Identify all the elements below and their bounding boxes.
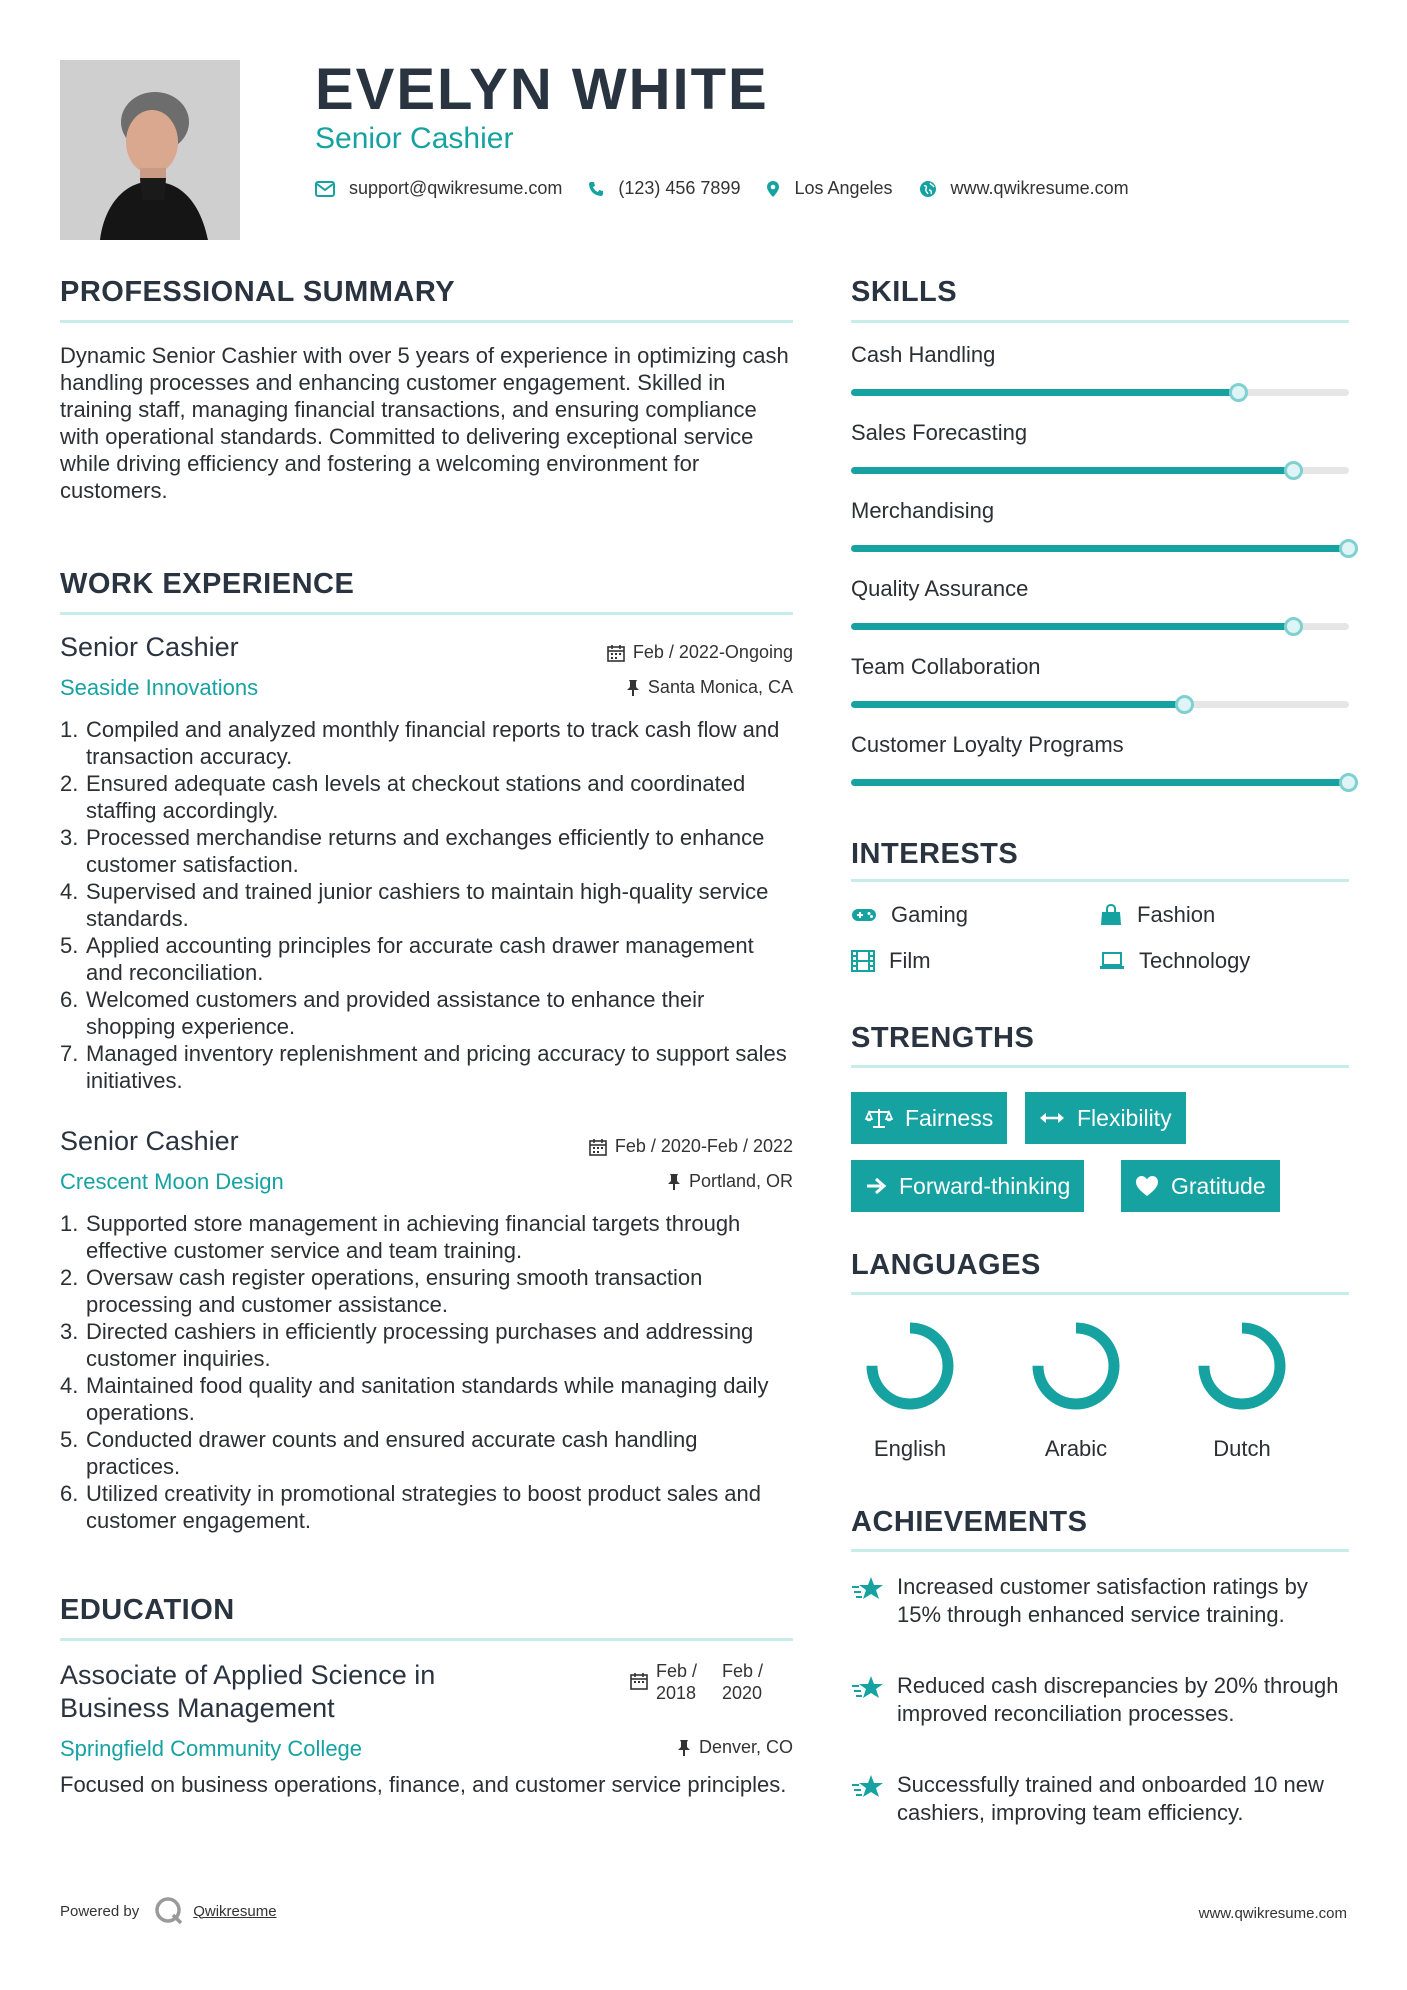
star-badge-icon (851, 1674, 885, 1702)
pushpin-icon (626, 679, 640, 697)
languages-heading: LANGUAGES (851, 1249, 1041, 1281)
skill-bar (851, 467, 1349, 474)
skill-bar-fill (851, 623, 1294, 630)
summary-divider (60, 320, 793, 323)
skill-bar-knob (1339, 773, 1358, 792)
strength-chip (1025, 1092, 1186, 1144)
footer-url[interactable]: www.qwikresume.com (1198, 1905, 1347, 1922)
contact-bar (315, 178, 1155, 199)
gamepad-icon (851, 906, 877, 924)
balance-scale-icon (865, 1107, 893, 1129)
job-company: Crescent Moon Design (60, 1169, 284, 1194)
contact-email[interactable] (315, 178, 562, 199)
skill-name: Merchandising (851, 498, 995, 523)
job-company: Seaside Innovations (60, 675, 259, 700)
film-icon (851, 950, 875, 972)
skill-name: Quality Assurance (851, 576, 1029, 601)
degree-title: Associate of Applied Science in Business Management (60, 1660, 436, 1723)
achievement-item (851, 1771, 1347, 1827)
skill-bar-knob (1284, 461, 1303, 480)
skill-bar-knob (1339, 539, 1358, 558)
strength-label: Flexibility (1077, 1104, 1172, 1131)
phone-icon (588, 181, 604, 197)
achievement-text: Successfully trained and onboarded 10 new cashiers, improving team efficiency. (897, 1772, 1324, 1825)
education-divider (60, 1638, 793, 1641)
skill-bar-knob (1284, 617, 1303, 636)
language-ring (1027, 1317, 1125, 1415)
profile-photo (60, 60, 240, 240)
job-location-text: Santa Monica, CA (647, 677, 793, 697)
phone-text: (123) 456 7899 (618, 178, 741, 198)
job-title: Senior Cashier (60, 1126, 239, 1156)
list-item: 5. Conducted drawer counts and ensured accurate cash handling practices. (60, 1427, 698, 1479)
job-date (500, 642, 793, 663)
calendar-icon (589, 1138, 607, 1156)
interest-label: Technology (1139, 948, 1251, 973)
heart-icon (1135, 1175, 1159, 1197)
website-text: www.qwikresume.com (950, 178, 1129, 198)
education-description: Focused on business operations, finance, and customer service principles. (60, 1772, 787, 1797)
skill-name: Sales Forecasting (851, 420, 1028, 445)
list-item: 3. Directed cashiers in efficiently processing purchases and addressing customer inquiries. (60, 1319, 754, 1371)
interest-item (1099, 948, 1250, 974)
job-title: Senior Cashier (60, 632, 239, 662)
pushpin-icon (677, 1739, 691, 1757)
skill-bar-fill (851, 389, 1239, 396)
job-responsibilities (60, 1210, 793, 1534)
list-item: 2. Oversaw cash register operations, ensuring smooth transaction processing and customer assistance. (60, 1265, 703, 1317)
envelope-icon (315, 181, 335, 197)
skill-bar (851, 701, 1349, 708)
job-location (500, 677, 793, 698)
language-ring-arc (1204, 1328, 1280, 1404)
skill-bar-fill (851, 701, 1185, 708)
job-date (500, 1136, 793, 1157)
arrows-horizontal-icon (1039, 1111, 1065, 1125)
star-badge-icon (851, 1773, 885, 1801)
list-item: 7. Managed inventory replenishment and pricing accuracy to support sales initiatives. (60, 1041, 787, 1093)
powered-by-text: Powered by (60, 1902, 140, 1920)
language-ring-arc (1038, 1328, 1114, 1404)
location-text: Los Angeles (794, 178, 893, 198)
interest-item (851, 948, 931, 974)
contact-website[interactable] (919, 178, 1129, 199)
list-item: 4. Maintained food quality and sanitation standards while managing daily operations. (60, 1373, 769, 1425)
list-item: 2. Ensured adequate cash levels at checkout stations and coordinated staffing accordingly. (60, 771, 746, 823)
star-badge-icon (851, 1575, 885, 1603)
arrow-right-icon (865, 1176, 887, 1196)
strength-chip (851, 1092, 1007, 1144)
language-ring (1193, 1317, 1291, 1415)
education-date-start: Feb / 2018 (656, 1661, 698, 1703)
strength-label: Fairness (905, 1104, 994, 1131)
globe-icon (919, 180, 937, 198)
skill-name: Team Collaboration (851, 654, 1041, 679)
calendar-icon (630, 1672, 648, 1690)
interest-label: Fashion (1137, 902, 1216, 927)
skills-divider (851, 320, 1349, 323)
skill-bar-fill (851, 467, 1294, 474)
interests-divider (851, 879, 1349, 882)
interest-label: Film (889, 948, 931, 973)
languages-divider (851, 1292, 1349, 1295)
education-location (500, 1737, 793, 1758)
list-item: 4. Supervised and trained junior cashiers to maintain high-quality service standards. (60, 879, 769, 931)
candidate-name: EVELYN WHITE (315, 57, 769, 122)
education-location-text: Denver, CO (698, 1737, 793, 1757)
education-dates (630, 1660, 772, 1704)
strength-label: Gratitude (1171, 1172, 1266, 1199)
skill-bar-knob (1229, 383, 1248, 402)
qwikresume-link[interactable]: Qwikresume (193, 1902, 277, 1920)
achievement-item (851, 1573, 1347, 1629)
experience-divider (60, 612, 793, 615)
email-text: support@qwikresume.com (349, 178, 563, 198)
school-name: Springfield Community College (60, 1736, 363, 1761)
achievement-item (851, 1672, 1347, 1728)
language-label: English (873, 1436, 947, 1461)
strength-label: Forward-thinking (899, 1172, 1071, 1199)
summary-text: Dynamic Senior Cashier with over 5 years of experience in optimizing cash handling processes and enhancing customer engagement. Skilled in training staff, managing financial transactions, and ensuring compliance with operational standards. Committed to delivering exceptional service while driving efficiency and fostering a welcoming environment for customers. (60, 343, 789, 503)
job-location-text: Portland, OR (688, 1171, 793, 1191)
achievements-heading: ACHIEVEMENTS (851, 1506, 1088, 1538)
summary-heading: PROFESSIONAL SUMMARY (60, 276, 456, 308)
calendar-icon (607, 644, 625, 662)
shopping-bag-icon (1099, 904, 1123, 926)
skill-bar-fill (851, 779, 1349, 786)
strengths-heading: STRENGTHS (851, 1022, 1035, 1054)
interest-label: Gaming (891, 902, 969, 927)
job-location (500, 1171, 793, 1192)
skill-bar-knob (1175, 695, 1194, 714)
footer-powered-by (60, 1895, 277, 1927)
candidate-role: Senior Cashier (315, 122, 514, 155)
education-heading: EDUCATION (60, 1594, 235, 1626)
skill-bar (851, 623, 1349, 630)
language-label: Arabic (1044, 1436, 1108, 1461)
skill-name: Cash Handling (851, 342, 996, 367)
job-responsibilities (60, 716, 793, 1094)
language-ring-arc (872, 1328, 948, 1404)
pushpin-icon (667, 1173, 681, 1191)
interest-item (1099, 902, 1215, 928)
contact-location (766, 178, 892, 199)
job-date-text: Feb / 2020-Feb / 2022 (614, 1136, 793, 1156)
interest-item (851, 902, 968, 928)
list-item: 5. Applied accounting principles for accurate cash drawer management and reconciliation. (60, 933, 754, 985)
list-item: 6. Utilized creativity in promotional strategies to boost product sales and customer engagement. (60, 1481, 762, 1533)
job-date-text: Feb / 2022-Ongoing (632, 642, 793, 662)
language-ring (861, 1317, 959, 1415)
education-date-end: Feb / 2020 (722, 1661, 764, 1703)
map-pin-icon (766, 180, 780, 198)
interests-heading: INTERESTS (851, 838, 1019, 870)
achievement-text: Increased customer satisfaction ratings by 15% through enhanced service training. (897, 1574, 1308, 1627)
achievements-divider (851, 1549, 1349, 1552)
skills-heading: SKILLS (851, 276, 958, 308)
language-label: Dutch (1213, 1436, 1271, 1461)
achievement-text: Reduced cash discrepancies by 20% through improved reconciliation processes. (897, 1673, 1339, 1726)
list-item: 6. Welcomed customers and provided assistance to enhance their shopping experience. (60, 987, 705, 1039)
qwikresume-logo-icon (153, 1895, 185, 1927)
skill-bar (851, 545, 1349, 552)
strength-chip (1121, 1160, 1280, 1212)
list-item: 1. Supported store management in achieving financial targets through effective customer service and team training. (60, 1211, 741, 1263)
skill-bar (851, 779, 1349, 786)
skill-bar (851, 389, 1349, 396)
contact-phone[interactable] (588, 178, 740, 199)
experience-heading: WORK EXPERIENCE (60, 568, 355, 600)
skill-bar-fill (851, 545, 1349, 552)
list-item: 1. Compiled and analyzed monthly financial reports to track cash flow and transaction accuracy. (60, 717, 780, 769)
strength-chip (851, 1160, 1084, 1212)
strengths-divider (851, 1065, 1349, 1068)
skill-name: Customer Loyalty Programs (851, 732, 1124, 757)
list-item: 3. Processed merchandise returns and exchanges efficiently to enhance customer satisfaction. (60, 825, 765, 877)
laptop-icon (1099, 951, 1125, 971)
